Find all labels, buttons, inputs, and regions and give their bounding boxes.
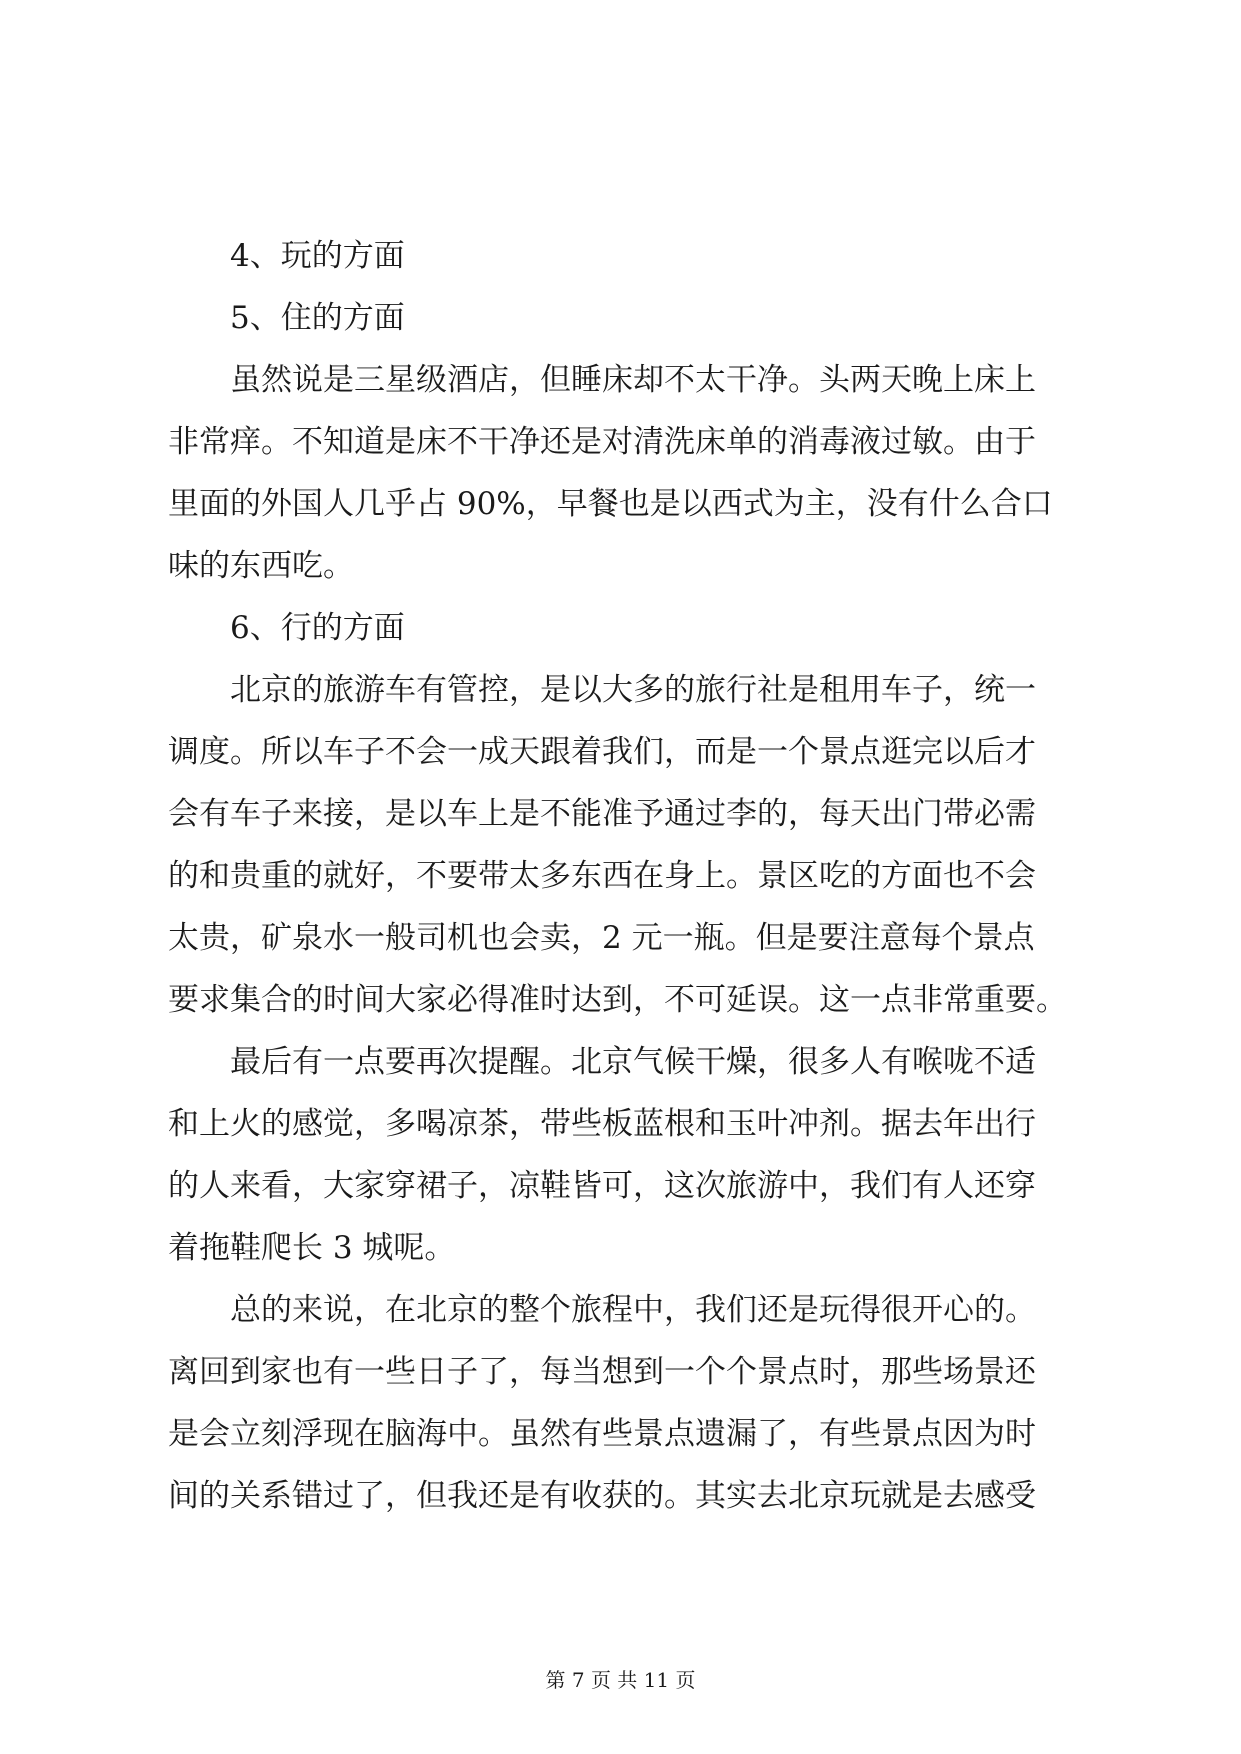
paragraph-line: 太贵，矿泉水一般司机也会卖，2 元一瓶。但是要注意每个景点 — [168, 920, 1035, 956]
paragraph-line: 的人来看，大家穿裙子，凉鞋皆可，这次旅游中，我们有人还穿 — [168, 1168, 1036, 1204]
paragraph-line: 和上火的感觉，多喝凉茶，带些板蓝根和玉叶冲剂。据去年出行 — [168, 1106, 1036, 1142]
paragraph-line: 非常痒。不知道是床不干净还是对清洗床单的消毒液过敏。由于 — [168, 424, 1036, 460]
page-number-footer: 第 7 页 共 11 页 — [545, 1668, 696, 1692]
paragraph-line: 总的来说，在北京的整个旅程中，我们还是玩得很开心的。 — [230, 1292, 1036, 1328]
paragraph-line: 要求集合的时间大家必得准时达到，不可延误。这一点非常重要。 — [168, 982, 1067, 1018]
paragraph-line: 离回到家也有一些日子了，每当想到一个个景点时，那些场景还 — [168, 1354, 1036, 1390]
paragraph-line: 调度。所以车子不会一成天跟着我们，而是一个景点逛完以后才 — [168, 734, 1036, 770]
document-body — [168, 225, 1088, 1527]
paragraph-line: 着拖鞋爬长 3 城呢。 — [168, 1230, 456, 1266]
heading-stay: 5、住的方面 — [230, 300, 405, 336]
paragraph-line: 虽然说是三星级酒店，但睡床却不太干净。头两天晚上床上 — [230, 362, 1036, 398]
paragraph-line: 会有车子来接，是以车上是不能准予通过李的，每天出门带必需 — [168, 796, 1036, 832]
paragraph-line: 里面的外国人几乎占 90%，早餐也是以西式为主，没有什么合口 — [168, 486, 1053, 522]
heading-play: 4、玩的方面 — [230, 238, 405, 274]
paragraph-line: 的和贵重的就好，不要带太多东西在身上。景区吃的方面也不会 — [168, 858, 1036, 894]
paragraph-line: 间的关系错过了，但我还是有收获的。其实去北京玩就是去感受 — [168, 1478, 1036, 1514]
heading-travel: 6、行的方面 — [230, 610, 405, 646]
paragraph-line: 北京的旅游车有管控，是以大多的旅行社是租用车子，统一 — [230, 672, 1036, 708]
paragraph-line: 是会立刻浮现在脑海中。虽然有些景点遗漏了，有些景点因为时 — [168, 1416, 1036, 1452]
paragraph-line: 最后有一点要再次提醒。北京气候干燥，很多人有喉咙不适 — [230, 1044, 1036, 1080]
paragraph-line: 味的东西吃。 — [168, 548, 354, 584]
